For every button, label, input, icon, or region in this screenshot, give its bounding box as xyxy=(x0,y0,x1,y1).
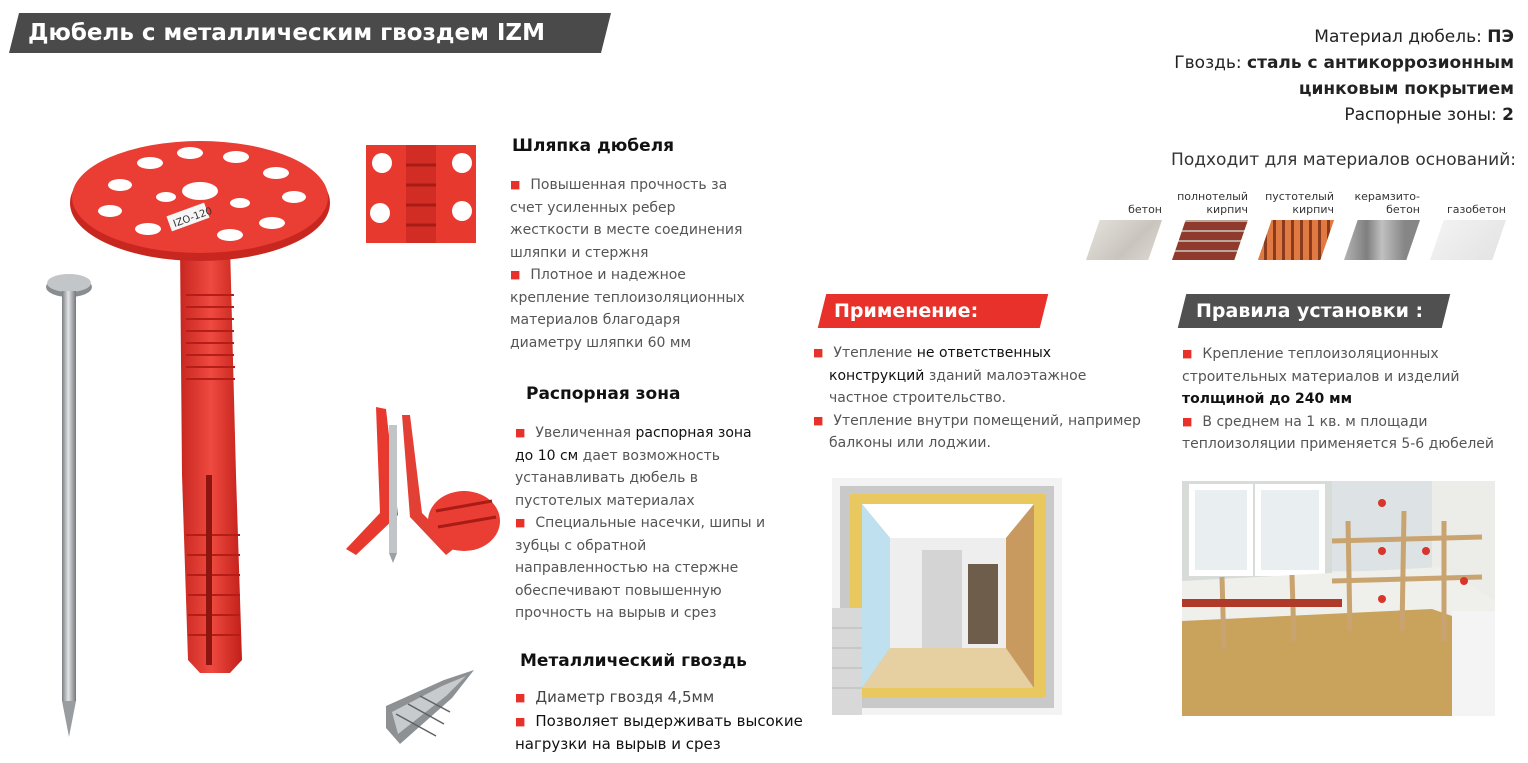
expansion-section-title: Распорная зона xyxy=(526,384,681,404)
spec-zones: Распорные зоны: 2 xyxy=(1344,105,1514,125)
material-claydite-concrete: керамзито- бетон xyxy=(1344,184,1426,260)
expansion-detail-image xyxy=(346,405,502,563)
material-concrete: бетон xyxy=(1086,184,1168,260)
application-banner xyxy=(822,294,1044,328)
dowel-marking: IZO-120 xyxy=(171,205,214,230)
nail-icon xyxy=(46,274,92,737)
page-title: Дюбель с металлическим гвоздем IZM xyxy=(28,20,545,46)
head-detail-image xyxy=(366,145,476,243)
list-item: ■ Диаметр гвоздя 4,5мм xyxy=(515,688,715,706)
list-item: ■ Утепление внутри помещений, например xyxy=(813,412,1141,429)
head-section-list: ■ Повышенная прочность за счет усиленных ребер жесткости в месте соединения шляпки и стержня ■ Плотное и надежное крепление теплоизоляционных материалов благодаря диаметру шляпки 60 мм xyxy=(512,174,745,354)
materials-row xyxy=(1086,184,1516,260)
nail-detail-image xyxy=(386,666,476,746)
nail-section-title: Металлический гвоздь xyxy=(520,651,747,671)
material-hollow-brick: пустотелый кирпич xyxy=(1258,184,1340,260)
concrete-swatch xyxy=(1086,220,1162,260)
list-item: ■ Увеличенная распорная зона xyxy=(515,425,752,441)
nail-section-list: ■ Диаметр гвоздя 4,5мм ■ Позволяет выдерживать высокие нагрузки на вырыв и срез xyxy=(515,688,803,753)
title-banner xyxy=(14,13,606,53)
suitable-materials-label: Подходит для материалов оснований: xyxy=(1171,150,1516,170)
head-section-title: Шляпка дюбеля xyxy=(512,136,675,156)
material-aerated-concrete: газобетон xyxy=(1430,184,1512,260)
list-item: ■ Повышенная прочность за xyxy=(510,177,728,193)
dowel-stem-icon xyxy=(180,245,242,673)
spec-block xyxy=(1134,24,1514,128)
installation-rules-list: ■ Крепление теплоизоляционных строительных материалов и изделий толщиной до 240 мм ■ В среднем на 1 кв. м площади теплоизоляции применяется 5-6 дюбелей xyxy=(1184,343,1494,456)
application-list: ■ Утепление не ответственных конструкций зданий малоэтажное частное строительство. ■ Утепление внутри помещений, например балконы или лоджии. xyxy=(815,342,1141,455)
insulated-balcony-photo xyxy=(1182,481,1495,716)
list-item: ■ Специальные насечки, шипы и xyxy=(515,515,766,531)
dowel-illustration xyxy=(40,125,330,745)
installation-rules-title: Правила установки : xyxy=(1196,300,1424,322)
dowel-head-icon xyxy=(70,141,330,261)
aerated-swatch xyxy=(1430,220,1506,260)
hollow-brick-swatch xyxy=(1258,220,1334,260)
application-title: Применение: xyxy=(834,300,979,322)
list-item: ■ Плотное и надежное xyxy=(510,267,686,283)
spec-nail-cont: цинковым покрытием xyxy=(1298,79,1514,99)
spec-material: Материал дюбель: ПЭ xyxy=(1314,27,1514,47)
material-solid-brick: полнотелый кирпич xyxy=(1172,184,1254,260)
claydite-swatch xyxy=(1344,220,1420,260)
list-item: ■ В среднем на 1 кв. м площади xyxy=(1182,413,1428,430)
solid-brick-swatch xyxy=(1172,220,1248,260)
list-item: ■ Утепление не ответственных xyxy=(813,345,1052,361)
spec-nail: Гвоздь: сталь с антикоррозионным xyxy=(1174,53,1514,73)
balcony-cutaway-image xyxy=(832,478,1062,715)
list-item: ■ Крепление теплоизоляционных xyxy=(1182,346,1439,362)
list-item: ■ Позволяет выдерживать высокие xyxy=(515,711,803,730)
expansion-section-list: ■ Увеличенная распорная зона до 10 см дает возможность устанавливать дюбель в пустотелых материалах ■ Специальные насечки, шипы и зубцы с обратной направленностью на стержне обеспечивают повышенную прочность на вырыв и срез xyxy=(517,422,765,625)
installation-rules-banner xyxy=(1182,294,1446,328)
